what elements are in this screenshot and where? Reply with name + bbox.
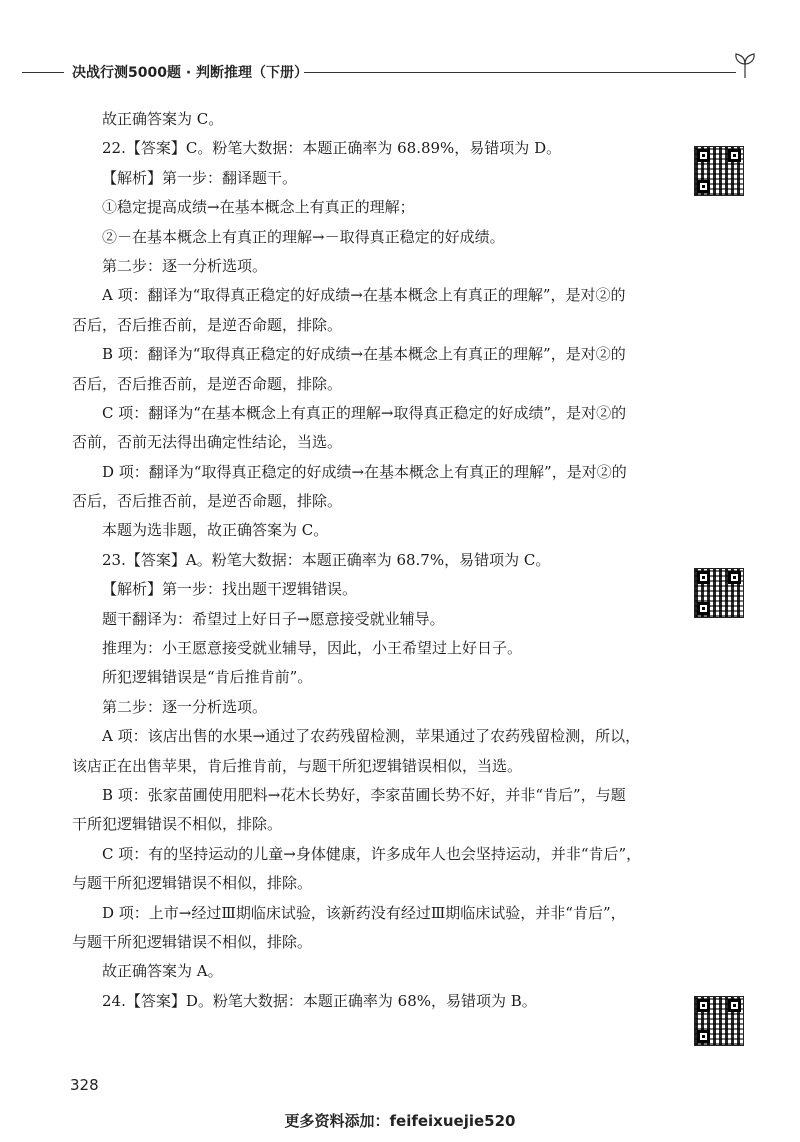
text-line: 否后，否后推否前，是逆否命题，排除。: [72, 492, 343, 511]
text-line: 故正确答案为 A。: [102, 962, 223, 981]
text-line: 第二步：逐一分析选项。: [102, 697, 268, 716]
answer-line-q24: 24.【答案】D。粉笔大数据：本题正确率为 68%，易错项为 B。: [102, 991, 537, 1010]
text-line: 与题干所犯逻辑错误不相似，排除。: [72, 932, 313, 951]
header-rule-right: [304, 72, 736, 73]
text-line: 故正确答案为 C。: [102, 110, 224, 128]
text-line: ①稳定提高成绩→在基本概念上有真正的理解；: [102, 198, 415, 217]
qr-code-q24[interactable]: [694, 996, 744, 1046]
text-line: 否后，否后推否前，是逆否命题，排除。: [72, 374, 343, 393]
text-line: 否前，否前无法得出确定性结论，当选。: [72, 433, 343, 452]
text-line: B 项：张家苗圃使用肥料→花木长势好，李家苗圃长势不好，并非“肯后”，与题: [102, 785, 626, 804]
text-line: A 项：该店出售的水果→通过了农药残留检测，苹果通过了农药残留检测，所以，: [102, 727, 641, 746]
footer-contact: 更多资料添加：feifeixuejie520: [284, 1112, 516, 1130]
analysis-line: 【解析】第一步：翻译题干。: [102, 168, 298, 187]
text-line: 本题为选非题，故正确答案为 C。: [102, 521, 329, 540]
text-line: D 项：翻译为“取得真正稳定的好成绩→在基本概念上有真正的理解”，是对②的: [102, 462, 627, 481]
text-line: A 项：翻译为“取得真正稳定的好成绩→在基本概念上有真正的理解”，是对②的: [102, 286, 626, 305]
answer-line-q23: 23.【答案】A。粉笔大数据：本题正确率为 68.7%，易错项为 C。: [102, 550, 551, 569]
text-line: 第二步：逐一分析选项。: [102, 256, 268, 275]
answer-line-q22: 22.【答案】C。粉笔大数据：本题正确率为 68.89%，易错项为 D。: [102, 139, 562, 158]
text-line: D 项：上市→经过Ⅲ期临床试验，该新药没有经过Ⅲ期临床试验，并非“肯后”，: [102, 903, 626, 922]
text-line: 该店正在出售苹果，肯后推肯前，与题干所犯逻辑错误相似，当选。: [72, 756, 523, 775]
text-line: 否后，否后推否前，是逆否命题，排除。: [72, 315, 343, 334]
text-line: 推理为：小王愿意接受就业辅导，因此，小王希望过上好日子。: [102, 639, 523, 658]
text-line: 所犯逻辑错误是“肯后推肯前”。: [102, 668, 313, 687]
page-number: 328: [70, 1076, 99, 1094]
analysis-line: 【解析】第一步：找出题干逻辑错误。: [102, 580, 358, 599]
text-line: C 项：翻译为“在基本概念上有真正的理解→取得真正稳定的好成绩”，是对②的: [102, 403, 627, 422]
leaf-icon: [730, 50, 760, 80]
qr-code-q23[interactable]: [694, 568, 744, 618]
running-header: [22, 62, 762, 84]
text-line: C 项：有的坚持运动的儿童→身体健康，许多成年人也会坚持运动，并非“肯后”，: [102, 844, 642, 863]
qr-code-q22[interactable]: [694, 146, 744, 196]
text-line: ②－在基本概念上有真正的理解→－取得真正稳定的好成绩。: [102, 227, 505, 246]
header-title: 决战行测5000题 · 判断推理（下册）: [72, 65, 309, 81]
text-line: 题干翻译为：希望过上好日子→愿意接受就业辅导。: [102, 609, 445, 628]
text-line: B 项：翻译为“取得真正稳定的好成绩→在基本概念上有真正的理解”，是对②的: [102, 345, 626, 364]
header-rule-left: [22, 72, 64, 73]
text-line: 与题干所犯逻辑错误不相似，排除。: [72, 874, 313, 893]
answer-body: [72, 105, 672, 1016]
text-line: 干所犯逻辑错误不相似，排除。: [72, 815, 283, 834]
